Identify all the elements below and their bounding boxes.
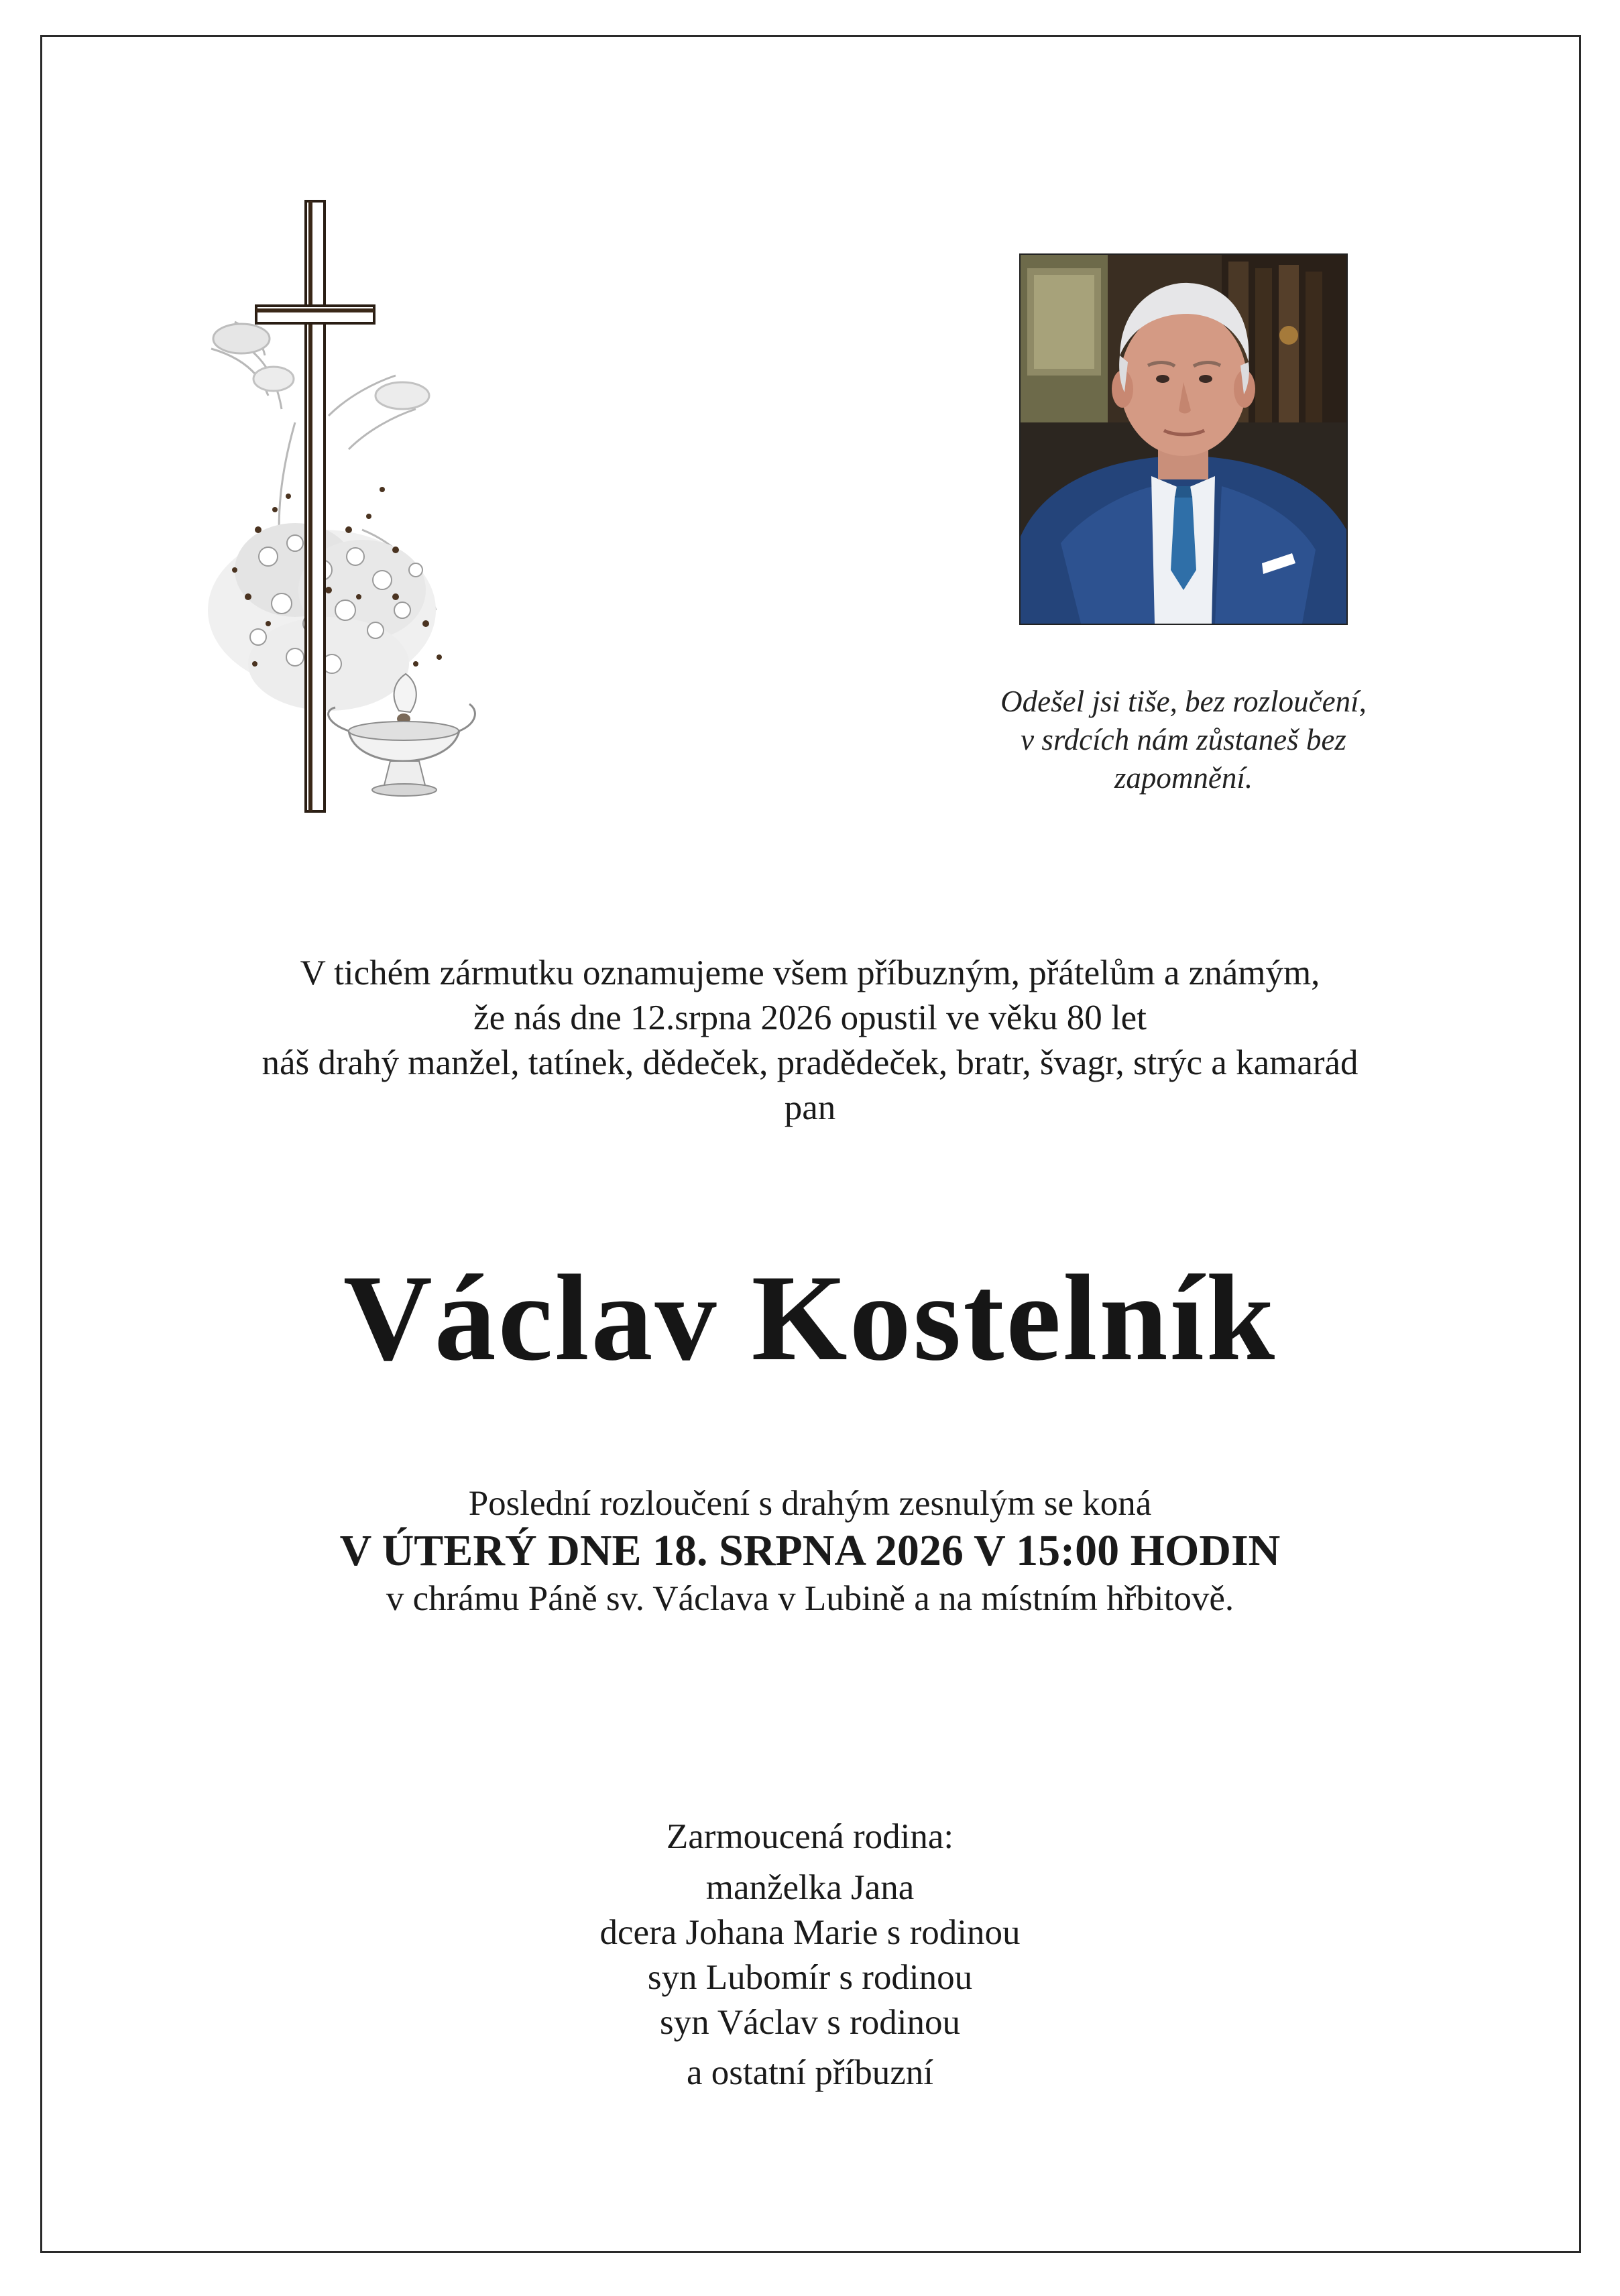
mourning-family bbox=[107, 1815, 1513, 2096]
announcement-line: pan bbox=[784, 1088, 836, 1127]
announcement-line: V tichém zármutku oznamujeme všem příbuzným, přátelům a známým, bbox=[300, 954, 1320, 992]
motto-line: v srdcích nám zůstaneš bez bbox=[1021, 723, 1346, 756]
deceased-name: Václav Kostelník bbox=[343, 1249, 1277, 1386]
funeral-ceremony-info bbox=[107, 1482, 1513, 1620]
family-member: manželka Jana bbox=[705, 1868, 915, 1907]
family-member: syn Lubomír s rodinou bbox=[647, 1958, 973, 1997]
family-member: dcera Johana Marie s rodinou bbox=[599, 1913, 1021, 1952]
family-member: syn Václav s rodinou bbox=[660, 2003, 960, 2042]
motto-line: zapomnění. bbox=[1114, 761, 1253, 795]
announcement-line: náš drahý manžel, tatínek, dědeček, pradědeček, bratr, švagr, strýc a kamarád bbox=[262, 1043, 1358, 1082]
family-closing: a ostatní příbuzní bbox=[687, 2053, 933, 2092]
family-heading: Zarmoucená rodina: bbox=[666, 1817, 954, 1856]
portrait-photo bbox=[1019, 253, 1348, 625]
ceremony-intro: Poslední rozloučení s drahým zesnulým se koná bbox=[468, 1484, 1152, 1523]
ceremony-place: v chrámu Páně sv. Václava v Lubině a na místním hřbitově. bbox=[386, 1579, 1234, 1618]
cross-icon bbox=[256, 201, 374, 811]
announcement-text bbox=[107, 951, 1513, 1131]
motto-line: Odešel jsi tiše, bez rozloučení, bbox=[1000, 685, 1367, 718]
ceremony-datetime: V ÚTERÝ DNE 18. SRPNA 2026 V 15:00 HODIN bbox=[339, 1526, 1281, 1575]
announcement-line: že nás dne 12.srpna 2026 opustil ve věku 80 let bbox=[473, 998, 1147, 1037]
motto-verse bbox=[952, 683, 1415, 797]
cross-with-flowers-illustration bbox=[194, 194, 510, 825]
